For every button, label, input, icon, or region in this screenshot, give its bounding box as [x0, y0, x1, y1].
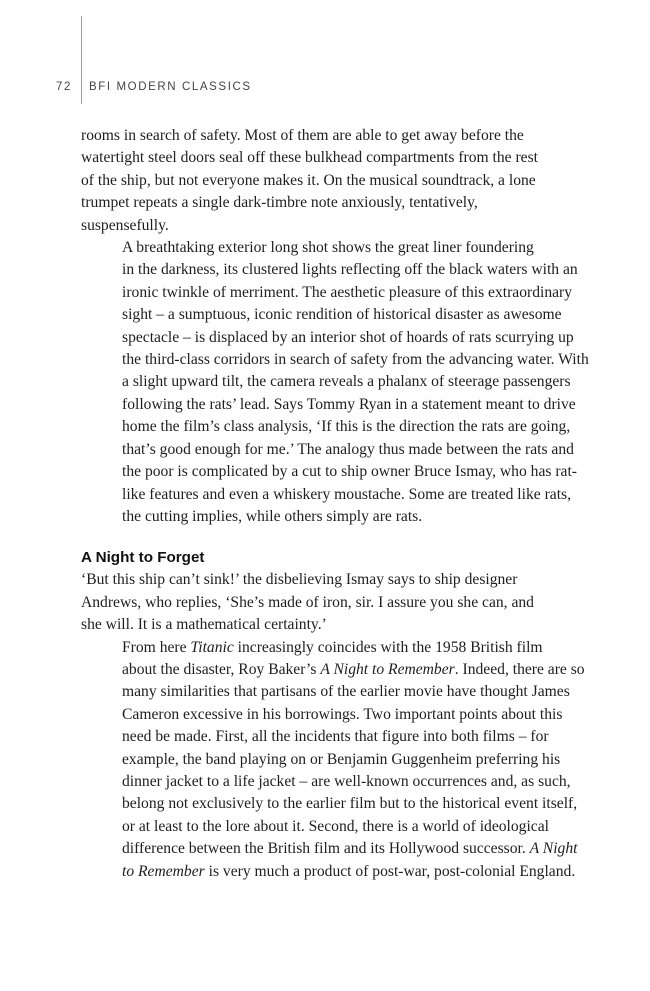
running-head: [0, 79, 650, 95]
text-line: in the darkness, its clustered lights reflecting off the black waters with an: [122, 261, 578, 279]
text-line: suspensefully.: [81, 216, 169, 234]
text-line: need be made. First, all the incidents that figure into both films – for: [122, 728, 549, 746]
text-line: the poor is complicated by a cut to ship owner Bruce Ismay, who has rat-: [122, 463, 577, 481]
text-line: example, the band playing on or Benjamin Guggenheim preferring his: [122, 750, 561, 768]
text-line: like features and even a whiskery moustache. Some are treated like rats,: [122, 485, 572, 503]
text-line: Cameron excessive in his borrowings. Two important points about this: [122, 705, 563, 723]
text-run: increasingly coincides with the 1958 British film: [233, 638, 543, 656]
section-heading: A Night to Forget: [81, 549, 205, 567]
text-line: [81, 637, 571, 659]
text-line: ironic twinkle of merriment. The aesthetic pleasure of this extraordinary: [122, 283, 573, 301]
text-line: ‘But this ship can’t sink!’ the disbelieving Ismay says to ship designer: [81, 571, 518, 589]
text-line: watertight steel doors seal off these bulkhead compartments from the rest: [81, 149, 538, 167]
text-line: she will. It is a mathematical certainty.’: [81, 616, 327, 634]
text-line: many similarities that partisans of the earlier movie have thought James: [122, 683, 570, 701]
paragraph-4: [81, 637, 585, 883]
film-title: A Night: [529, 840, 578, 858]
text-line: of the ship, but not everyone makes it. On the musical soundtrack, a lone: [81, 171, 536, 189]
text-line: following the rats’ lead. Says Tommy Ryan in a statement meant to drive: [122, 395, 576, 413]
text-line: dinner jacket to a life jacket – are well-known occurrences and, as such,: [122, 772, 571, 790]
text-run: difference between the British film and its Hollywood successor.: [122, 840, 530, 858]
text-line: [81, 838, 578, 860]
series-title: BFI MODERN CLASSICS: [89, 81, 252, 93]
text-line: home the film’s class analysis, ‘If this is the direction the rats are going,: [122, 418, 571, 436]
text-line: trumpet repeats a single dark-timbre note anxiously, tentatively,: [81, 194, 478, 212]
body-text: [81, 125, 589, 883]
film-title: to Remember: [122, 862, 205, 880]
text-line: rooms in search of safety. Most of them are able to get away before the: [81, 127, 524, 144]
text-line: the third-class corridors in search of safety from the advancing water. With: [122, 351, 589, 369]
text-line: sight – a sumptuous, iconic rendition of historical disaster as awesome: [122, 306, 562, 324]
text-run: is very much a product of post-war, post-colonial England.: [204, 862, 576, 880]
text-line: A breathtaking exterior long shot shows the great liner foundering: [122, 239, 534, 257]
text-line: that’s good enough for me.’ The analogy thus made between the rats and: [122, 440, 574, 458]
text-line: belong not exclusively to the earlier film but to the historical event itself,: [122, 795, 578, 813]
film-title: Titanic: [190, 638, 234, 656]
text-line: a slight upward tilt, the camera reveals a phalanx of steerage passengers: [122, 373, 571, 391]
text-run: From here: [122, 638, 191, 656]
paragraph-1: [81, 125, 571, 237]
text-line: spectacle – is displaced by an interior shot of hoards of rats scurrying up: [122, 328, 574, 346]
text-line: the cutting implies, while others simply are rats.: [122, 507, 423, 525]
text-line: or at least to the lore about it. Second, there is a world of ideological: [122, 817, 549, 835]
text-run: . Indeed, there are so: [454, 660, 585, 678]
text-line: [81, 861, 576, 883]
paragraph-3: [81, 569, 571, 636]
film-title: A Night to Remember: [320, 660, 455, 678]
page-number: 72: [56, 81, 72, 93]
paragraph-2: [81, 237, 589, 528]
text-line: [81, 659, 585, 681]
text-run: about the disaster, Roy Baker’s: [122, 660, 321, 678]
text-line: Andrews, who replies, ‘She’s made of iron, sir. I assure you she can, and: [81, 593, 534, 611]
